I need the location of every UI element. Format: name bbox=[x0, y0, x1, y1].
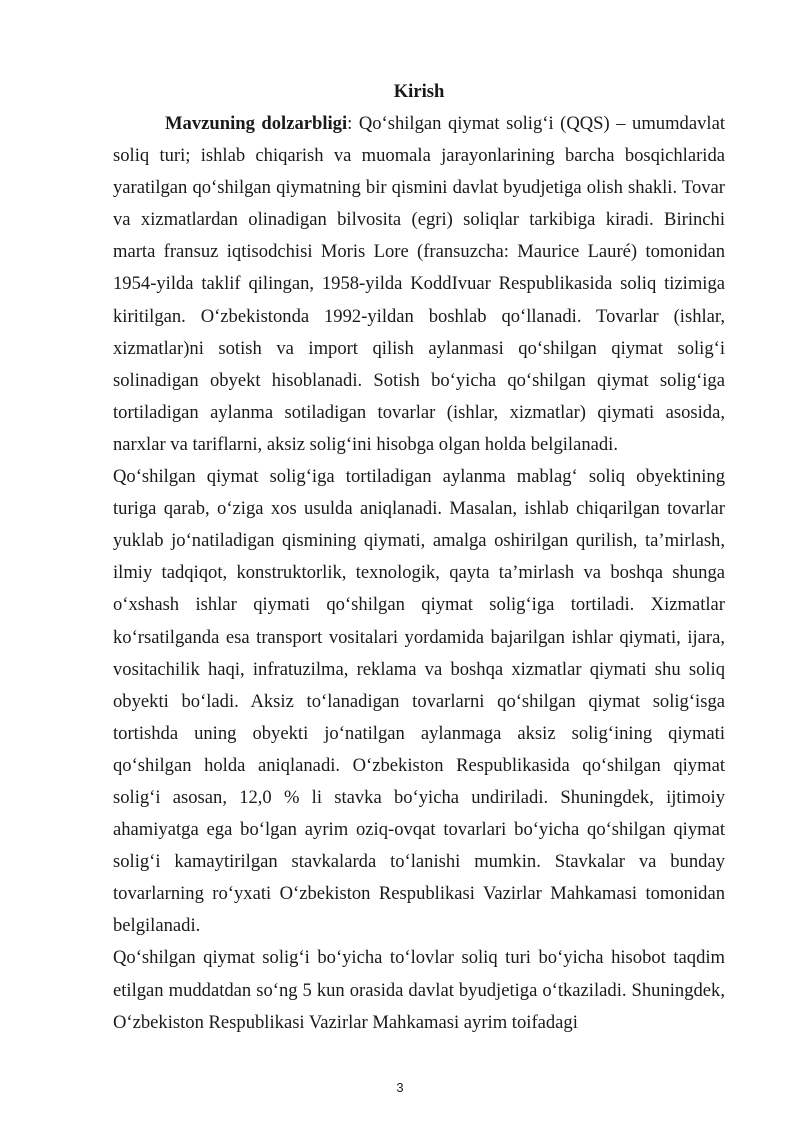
paragraph-relevance bbox=[113, 108, 725, 461]
paragraph-payments: Qo‘shilgan qiymat solig‘i bo‘yicha to‘lovlar soliq turi bo‘yicha hisobot taqdim etilgan muddatdan so‘ng 5 kun orasida davlat byudjetiga o‘tkaziladi. Shuningdek, O‘zbekiston Respublikasi Vazirlar Mahkamasi ayrim toifadagi bbox=[113, 947, 725, 1033]
page-number: 3 bbox=[396, 1080, 404, 1095]
page-body bbox=[113, 76, 725, 1039]
paragraph-text: : Qo‘shilgan qiymat solig‘i (QQS) – umumdavlat soliq turi; ishlab chiqarish va muomala jarayonlarining barcha bosqichlarida yaratilgan qo‘shilgan qiymatning bir qismini davlat byudjetiga olish shakli. Tovar va xizmatlardan olinadigan bilvosita (egri) soliqlar tarkibiga kiradi. Birinchi marta fransuz iqtisodchisi Moris Lore (fransuzcha: Maurice Lauré) tomonidan 1954-yilda taklif qilingan, 1958-yilda KoddIvuar Respublikasida soliq tizimiga kiritilgan. O‘zbekistonda 1992-yildan boshlab qo‘llanadi. Tovarlar (ishlar, xizmatlar)ni sotish va import qilish aylanmasi qo‘shilgan qiymat solig‘i solinadigan obyekt hisoblanadi. Sotish bo‘yicha qo‘shilgan qiymat solig‘iga tortiladigan aylanma sotiladigan tovarlar (ishlar, xizmatlar) qiymati asosida, narxlar va tariflarni, aksiz solig‘ini hisobga olgan holda belgilanadi. bbox=[113, 113, 725, 455]
page-title: Kirish bbox=[393, 81, 445, 102]
paragraph-taxable-turnover: Qo‘shilgan qiymat solig‘iga tortiladigan aylanma mablag‘ soliq obyektining turiga qarab, o‘ziga xos usulda aniqlanadi. Masalan, ishlab chiqarilgan tovarlar yuklab jo‘natiladigan qismining qiymati, amalga oshirilgan qurilish, ta’mirlash, ilmiy tadqiqot, konstruktorlik, texnologik, qayta ta’mirlash va boshqa shunga o‘xshash ishlar qiymati qo‘shilgan qiymat solig‘iga tortiladi. Xizmatlar ko‘rsatilganda esa transport vositalari yordamida bajarilgan ishlar qiymati, ijara, vositachilik haqi, infratuzilma, reklama va boshqa xizmatlar qiymati shu soliq obyekti bo‘ladi. Aksiz to‘lanadigan tovarlarni qo‘shilgan qiymat solig‘isga tortishda uning obyekti jo‘natilgan aylanmaga aksiz solig‘ining qiymati qo‘shilgan holda aniqlanadi. O‘zbekiston Respublikasida qo‘shilgan qiymat solig‘i asosan, 12,0 % li stavka bo‘yicha undiriladi. Shuningdek, ijtimoiy ahamiyatga ega bo‘lgan ayrim oziq-ovqat tovarlari bo‘yicha qo‘shilgan qiymat solig‘i kamaytirilgan stavkalarda to‘lanishi mumkin. Stavkalar va bunday tovarlarning ro‘yxati O‘zbekiston Respublikasi Vazirlar Mahkamasi tomonidan belgilanadi. bbox=[113, 466, 725, 937]
paragraph-lead: Mavzuning dolzarbligi bbox=[165, 113, 348, 134]
